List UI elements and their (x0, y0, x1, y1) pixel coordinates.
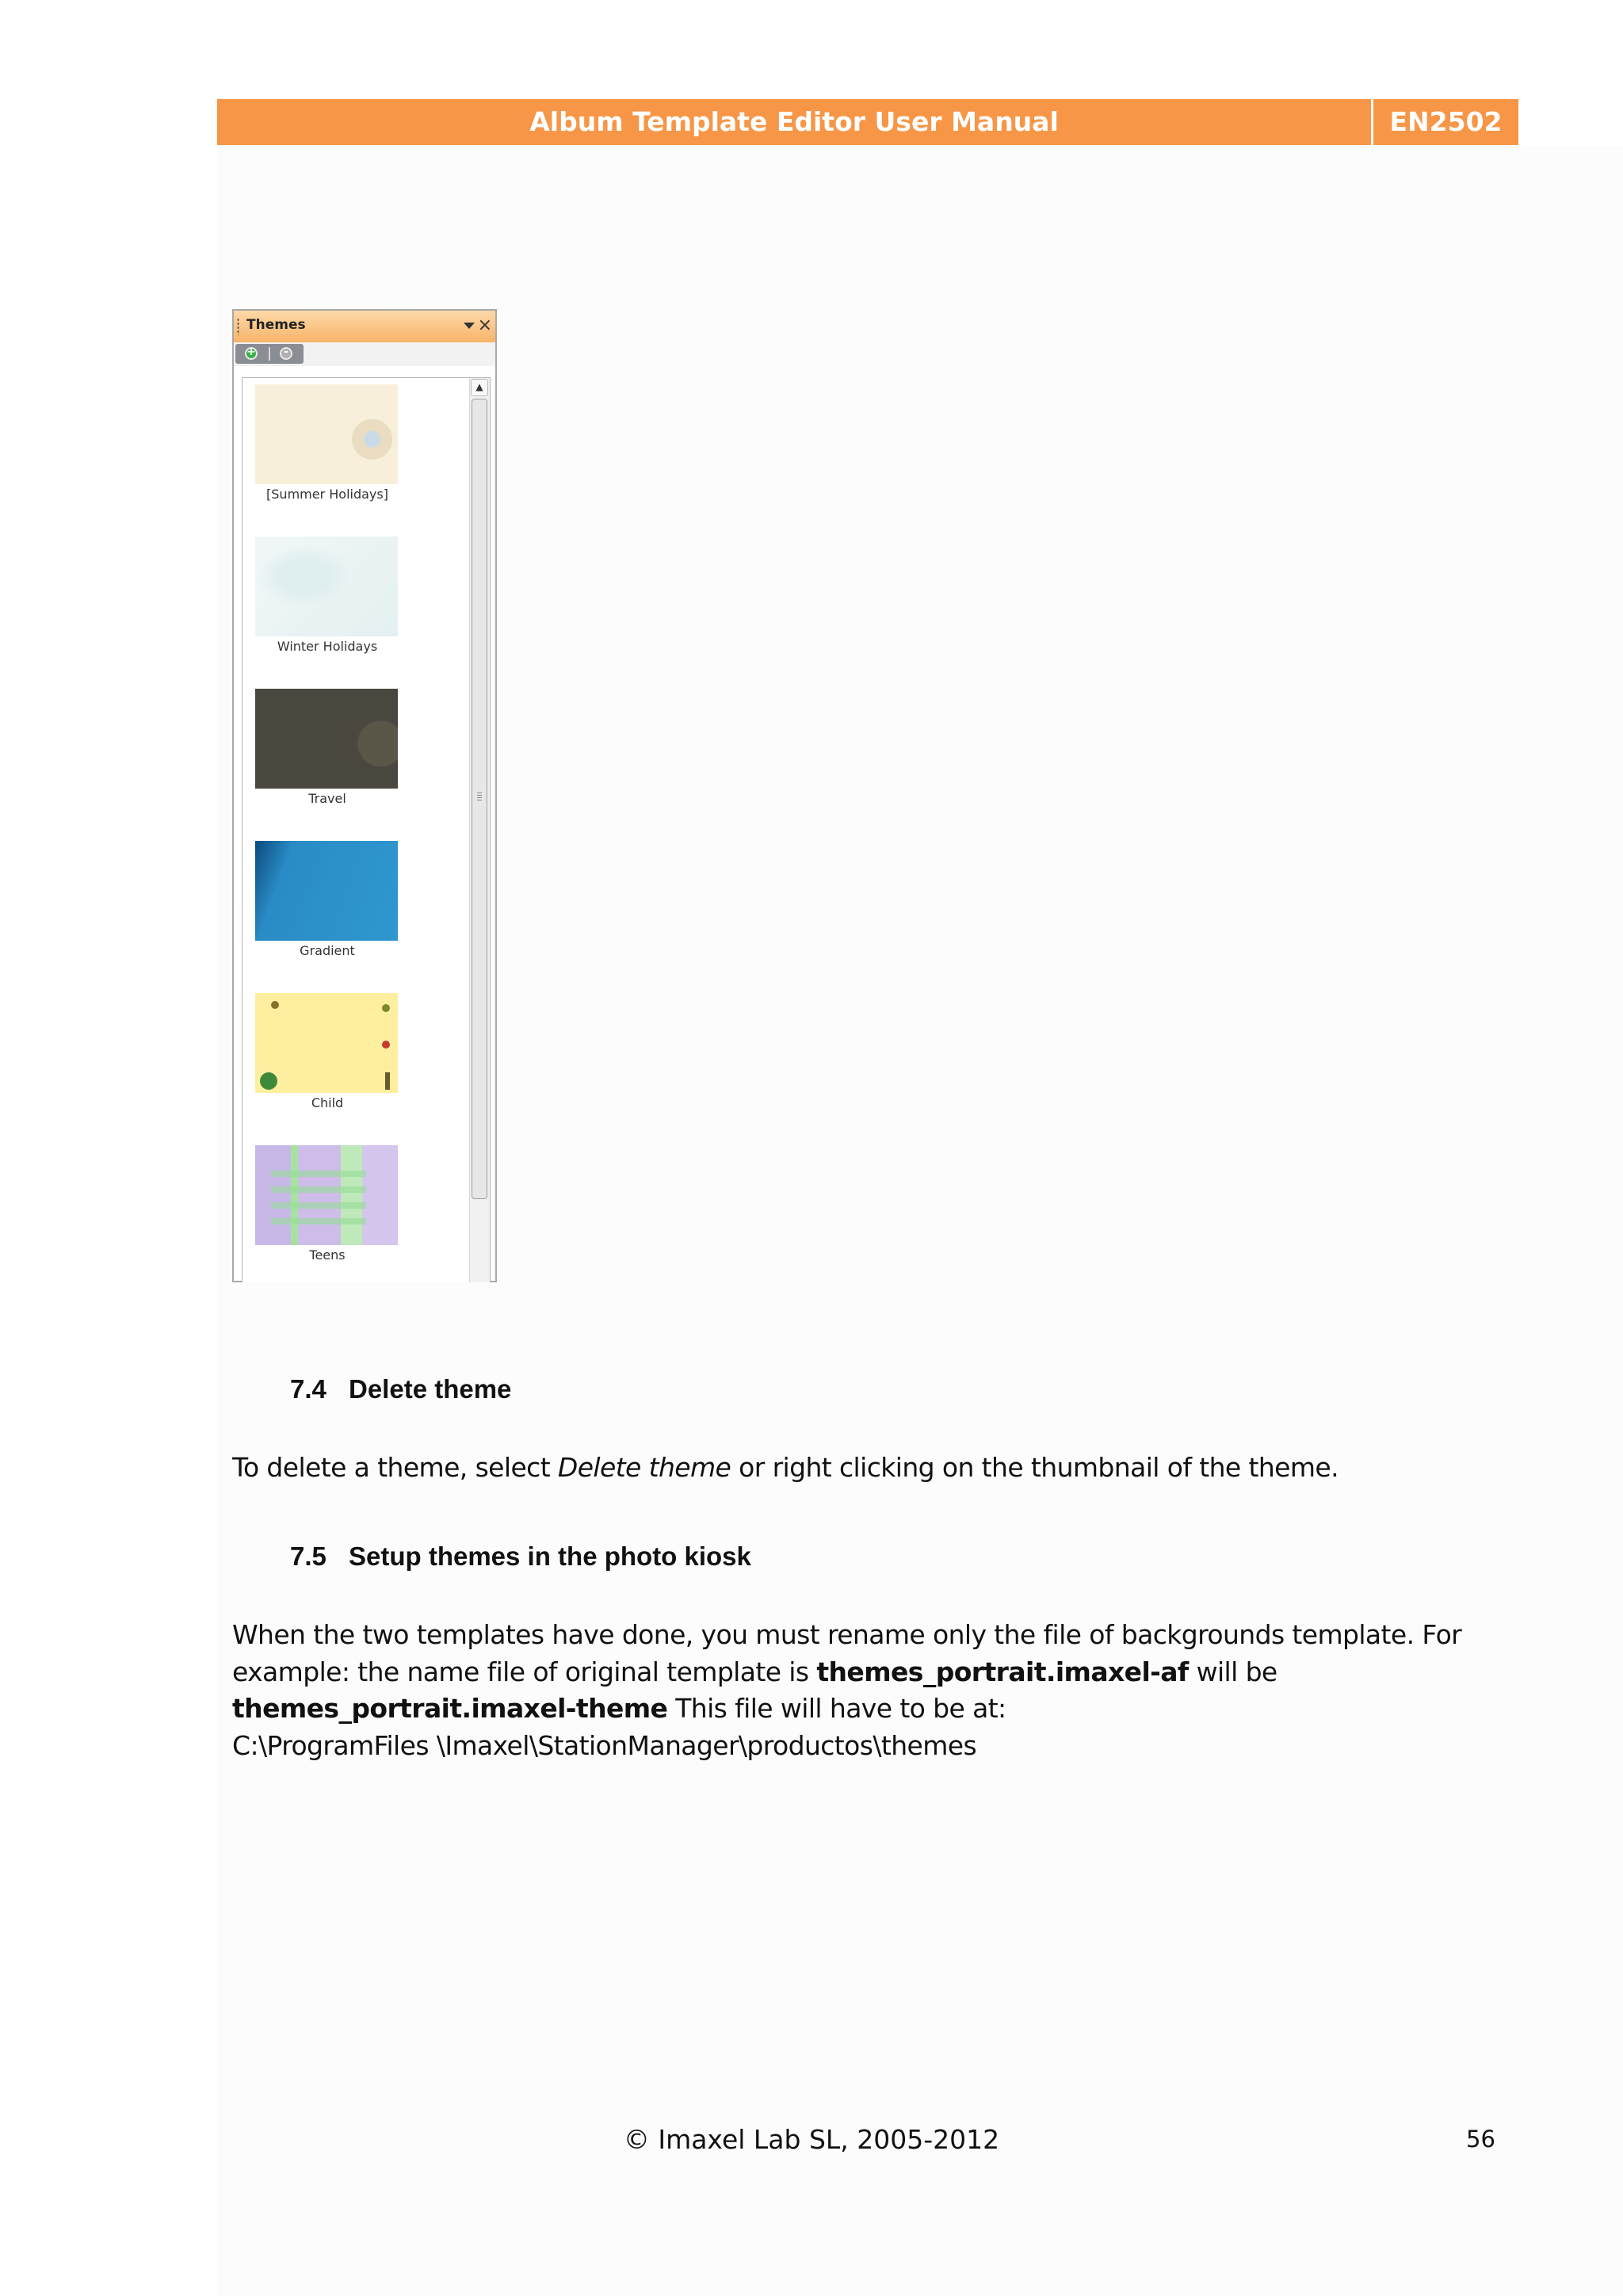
themes-panel (232, 309, 497, 1282)
scroll-thumb[interactable] (472, 399, 487, 1199)
paragraph-line: When the two templates have done, you must rename only the file of backgrounds template. For (232, 1619, 1462, 1650)
section-number: 7.4 (290, 1374, 327, 1404)
theme-label: Child (311, 1095, 344, 1110)
theme-thumbnail[interactable] (255, 537, 398, 636)
bold-filename: themes_portrait.imaxel-af (816, 1656, 1189, 1687)
themes-list[interactable] (242, 377, 491, 1282)
section-heading-7-4 (290, 1374, 511, 1404)
section-title: Setup themes in the photo kiosk (349, 1541, 751, 1571)
theme-label: [Summer Holidays] (266, 487, 388, 502)
theme-thumbnail[interactable] (255, 841, 398, 941)
theme-item-summer-holidays[interactable] (255, 384, 399, 502)
section-7-5-paragraph (232, 1617, 1516, 1764)
theme-thumbnail[interactable] (255, 993, 398, 1093)
toolbar-group (235, 344, 304, 364)
theme-item-gradient[interactable] (255, 841, 399, 958)
section-7-4-paragraph (232, 1450, 1516, 1487)
panel-title: Themes (246, 317, 306, 333)
text-run: This file will have to be at: (667, 1693, 1006, 1724)
add-theme-icon[interactable] (245, 347, 258, 360)
theme-label: Travel (308, 791, 346, 806)
theme-item-winter-holidays[interactable] (255, 537, 399, 654)
remove-theme-icon[interactable] (280, 347, 292, 360)
close-icon[interactable]: × (477, 315, 492, 335)
theme-item-travel[interactable] (255, 689, 399, 806)
page-number: 56 (1466, 2126, 1495, 2153)
paragraph-line (232, 1654, 1516, 1691)
text-run: will be (1188, 1656, 1277, 1687)
italic-term: Delete theme (557, 1452, 731, 1483)
butterfly-icon (382, 1004, 390, 1012)
dropdown-arrow-icon[interactable] (464, 323, 475, 329)
text-run: or right clicking on the thumbnail of the theme. (731, 1452, 1338, 1483)
theme-label: Teens (309, 1247, 346, 1263)
text-run: example: the name file of original template is (232, 1656, 817, 1687)
section-number: 7.5 (290, 1541, 327, 1571)
theme-label: Gradient (300, 943, 355, 958)
header-title: Album Template Editor User Manual (529, 106, 1059, 137)
header-document-code: EN2502 (1389, 106, 1503, 137)
scroll-up-icon[interactable]: ▲ (471, 379, 488, 396)
section-heading-7-5 (290, 1541, 751, 1572)
panel-titlebar (234, 311, 495, 342)
file-path: C:\ProgramFiles \Imaxel\StationManager\productos\themes (232, 1729, 977, 1761)
butterfly-icon (271, 1001, 279, 1009)
grip-icon[interactable] (237, 318, 239, 335)
theme-thumbnail[interactable] (255, 1145, 398, 1245)
flower-icon (382, 1041, 390, 1049)
panel-toolbar (234, 342, 495, 366)
toolbar-separator (269, 347, 270, 361)
tree-icon (260, 1072, 277, 1090)
theme-item-teens[interactable] (255, 1145, 399, 1263)
theme-thumbnail[interactable] (255, 384, 398, 484)
theme-thumbnail[interactable] (255, 689, 398, 789)
theme-item-child[interactable] (255, 993, 399, 1110)
footer-copyright: © Imaxel Lab SL, 2005-2012 (623, 2124, 1000, 2155)
giraffe-icon (385, 1072, 390, 1090)
text-run: To delete a theme, select (232, 1452, 558, 1483)
theme-label: Winter Holidays (277, 639, 378, 654)
vertical-scrollbar[interactable] (469, 378, 490, 1282)
bold-filename: themes_portrait.imaxel-theme (232, 1693, 668, 1724)
paragraph-line (232, 1690, 1516, 1728)
section-title: Delete theme (349, 1374, 512, 1404)
